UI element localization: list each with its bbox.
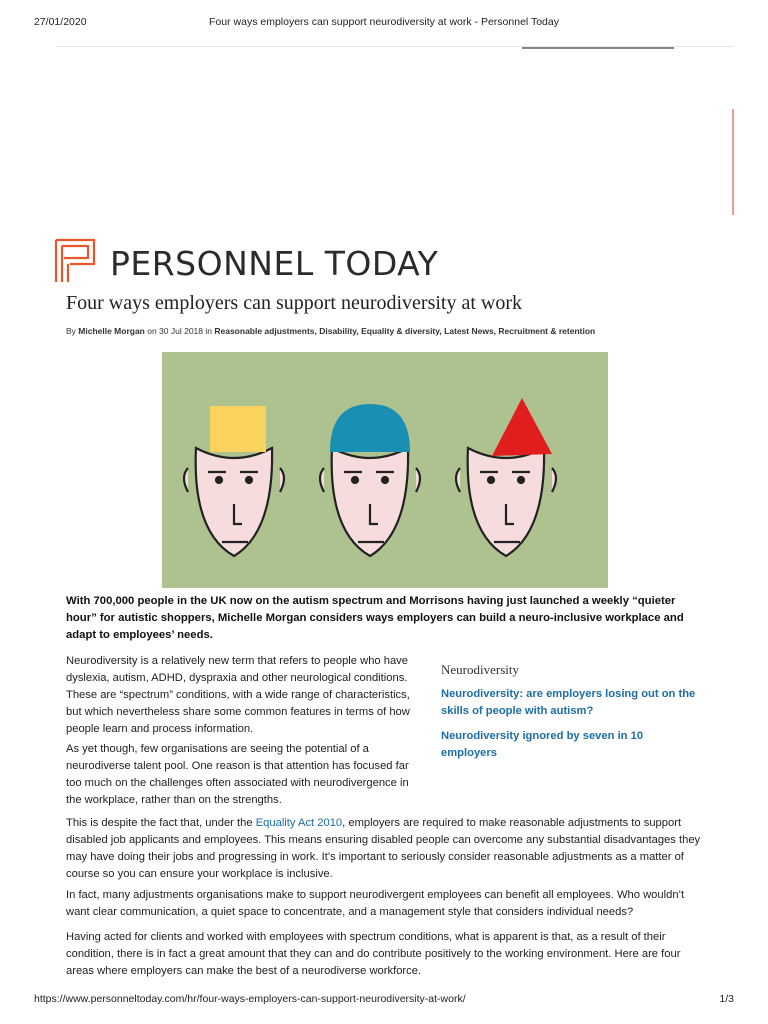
byline (66, 326, 595, 336)
ad-placeholder (56, 46, 734, 215)
personnel-today-logo-icon[interactable] (54, 238, 96, 284)
paragraph-3-start: This is despite the fact that, under the (66, 817, 256, 829)
paragraph-5: Having acted for clients and worked with employees with spectrum conditions, what is apparent is that, as a result of their condition, there is in fact a great amount that they can and do contribute positively to the working environment. Here are four areas where employers can make the best of a neurodiverse workforce. (66, 931, 681, 977)
hero-illustration (162, 352, 608, 588)
article-title: Four ways employers can support neurodiversity at work (66, 292, 523, 314)
author-link[interactable]: Michelle Morgan (78, 326, 145, 336)
paragraph-1: Neurodiversity is a relatively new term that refers to people who have dyslexia, autism, ADHD, dyspraxia and other neurological conditions. These are “spectrum” conditions, with a wide range of characteristics, but which nevertheless share some common features in terms of how people learn and process information. (66, 655, 410, 735)
ad-edge (732, 109, 734, 215)
print-footer (34, 993, 734, 1005)
equality-act-link[interactable]: Equality Act 2010 (255, 817, 343, 829)
sidebar-link-ignored[interactable]: Neurodiversity ignored by seven in 10 employers (441, 730, 644, 759)
ad-divider (522, 47, 674, 49)
sidebar-heading: Neurodiversity (441, 662, 519, 677)
category-links[interactable]: Reasonable adjustments, Disability, Equality & diversity, Latest News, Recruitment & retention (214, 326, 596, 336)
brand-name[interactable]: PERSONNEL TODAY (110, 244, 439, 283)
print-url: https://www.personneltoday.com/hr/four-ways-employers-can-support-neurodiversity-at-work/ (34, 993, 466, 1005)
paragraph-3-end: , employers are required to make reasonable adjustments to support disabled job applicants and employees. This means ensuring disabled people can overcome any substantial disadvantages they may have doing their jobs and progressing in work. It’s important to seriously consider reasonable adjustments as a matter of course so you can ensure your workplace is inclusive. (66, 817, 701, 880)
sidebar-link-autism-skills[interactable]: Neurodiversity: are employers losing out on the skills of people with autism? (441, 688, 696, 717)
print-date: 27/01/2020 (34, 16, 87, 28)
paragraph-3 (66, 815, 708, 883)
byline-date: on 30 Jul 2018 in (144, 326, 215, 336)
print-header (34, 16, 734, 28)
print-page-title: Four ways employers can support neurodiversity at work - Personnel Today (209, 16, 559, 28)
byline-prefix: By (66, 326, 79, 336)
paragraph-2: As yet though, few organisations are seeing the potential of a neurodiverse talent pool. One reason is that attention has focused far too much on the challenges often associated with neurodivergence in the workplace, rather than on the strengths. (66, 743, 409, 806)
paragraph-4: In fact, many adjustments organisations make to support neurodivergent employees can benefit all employees. Who wouldn’t want clear communication, a quiet space to concentrate, and a management style that considers individual needs? (66, 889, 685, 918)
print-page-number: 1/3 (719, 993, 734, 1005)
related-sidebar (441, 662, 701, 770)
article-lede: With 700,000 people in the UK now on the autism spectrum and Morrisons having just launched a weekly “quieter hour” for autistic shoppers, Michelle Morgan considers ways employers can build a neuro-inclusive workplace and adapt to employees’ needs. (66, 595, 684, 641)
